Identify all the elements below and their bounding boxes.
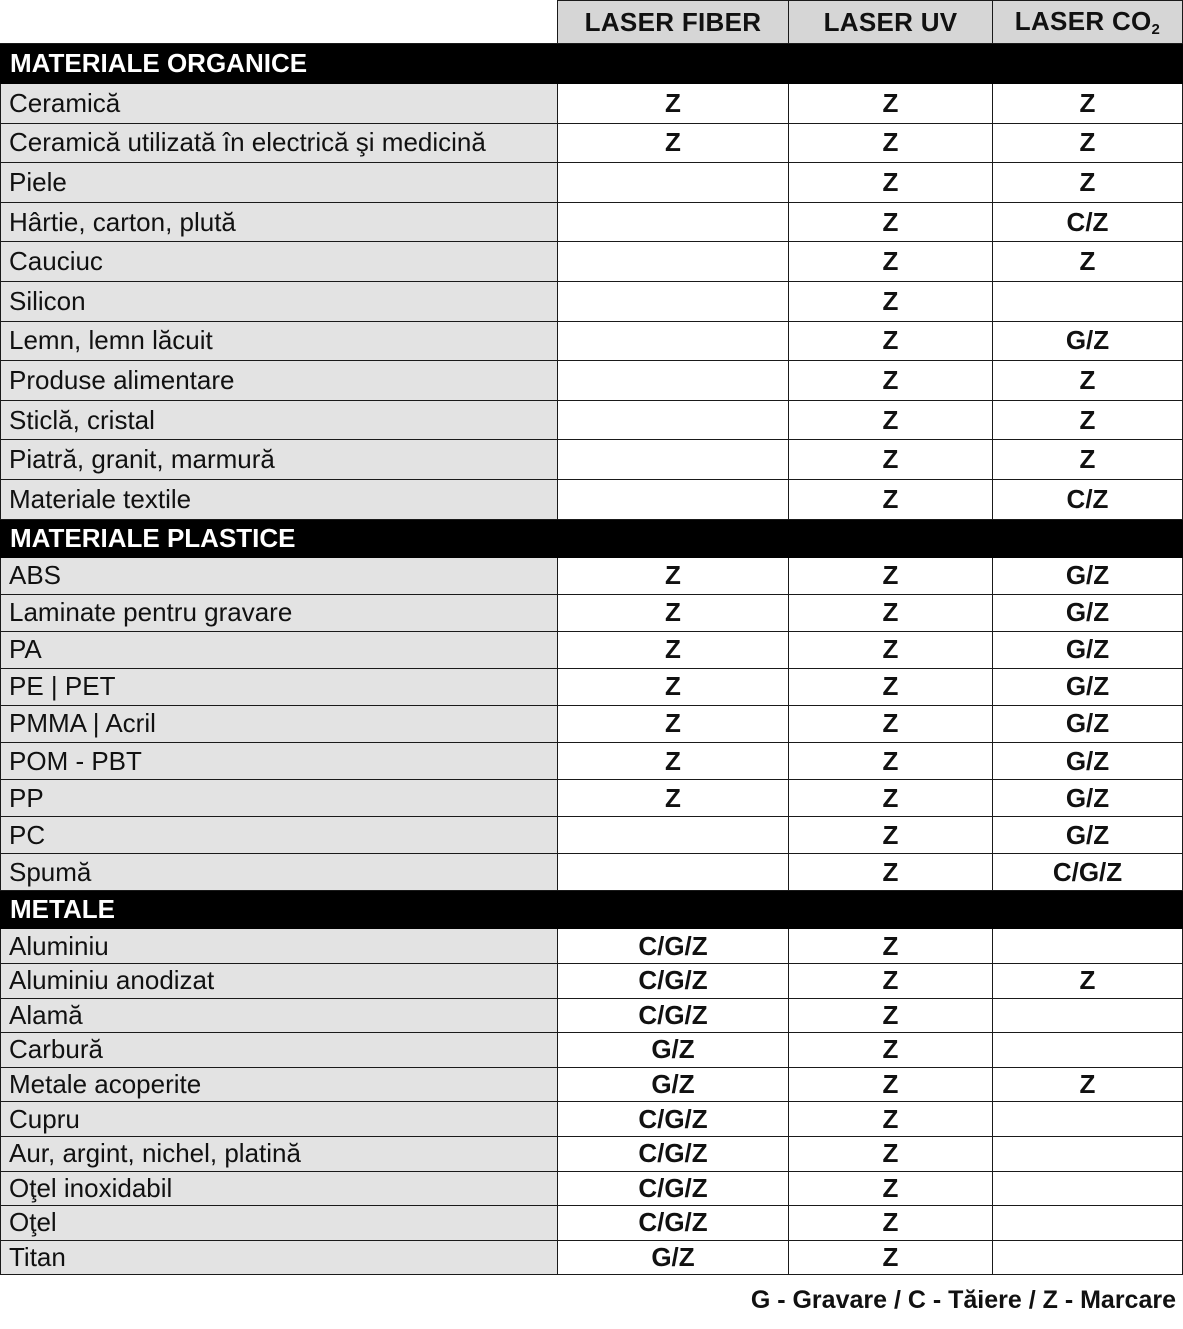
table-row <box>1 1067 1183 1102</box>
laser-fiber-cell: Z <box>558 668 789 705</box>
header-laser-co2-base: LASER CO <box>1014 6 1152 36</box>
laser-fiber-cell <box>558 321 789 361</box>
header-laser-co2 <box>993 1 1183 44</box>
material-cell: POM - PBT <box>1 743 558 780</box>
material-cell: Silicon <box>1 281 558 321</box>
table-row <box>1 998 1183 1033</box>
table-row <box>1 1240 1183 1275</box>
laser-fiber-cell: Z <box>558 705 789 742</box>
laser-co2-cell: C/G/Z <box>993 854 1183 891</box>
laser-co2-cell: G/Z <box>993 631 1183 668</box>
laser-co2-cell: G/Z <box>993 780 1183 817</box>
laser-fiber-cell <box>558 440 789 480</box>
section-title: MATERIALE ORGANICE <box>1 44 1183 84</box>
laser-uv-cell: Z <box>789 440 993 480</box>
laser-uv-cell: Z <box>789 202 993 242</box>
laser-fiber-cell: G/Z <box>558 1033 789 1068</box>
table-row <box>1 123 1183 163</box>
laser-co2-cell: Z <box>993 440 1183 480</box>
laser-uv-cell: Z <box>789 242 993 282</box>
laser-co2-cell: Z <box>993 1067 1183 1102</box>
laser-uv-cell: Z <box>789 743 993 780</box>
laser-co2-cell: Z <box>993 361 1183 401</box>
material-cell: PE | PET <box>1 668 558 705</box>
material-cell: Aur, argint, nichel, platină <box>1 1136 558 1171</box>
section-organic <box>1 44 1183 520</box>
material-cell: Piele <box>1 163 558 203</box>
laser-fiber-cell <box>558 479 789 519</box>
table-row <box>1 84 1183 124</box>
laser-fiber-cell: Z <box>558 84 789 124</box>
laser-uv-cell: Z <box>789 780 993 817</box>
laser-co2-cell: G/Z <box>993 705 1183 742</box>
laser-co2-cell <box>993 1171 1183 1206</box>
header-laser-co2-subscript: 2 <box>1151 21 1161 38</box>
table-row <box>1 1033 1183 1068</box>
table-row <box>1 929 1183 964</box>
section-header-row <box>1 891 1183 929</box>
laser-co2-cell: G/Z <box>993 557 1183 594</box>
laser-fiber-cell: Z <box>558 123 789 163</box>
laser-uv-cell: Z <box>789 668 993 705</box>
laser-uv-cell: Z <box>789 929 993 964</box>
table-row <box>1 202 1183 242</box>
table-row <box>1 743 1183 780</box>
laser-co2-cell: Z <box>993 400 1183 440</box>
laser-fiber-cell <box>558 163 789 203</box>
laser-co2-cell: G/Z <box>993 594 1183 631</box>
laser-uv-cell: Z <box>789 1171 993 1206</box>
laser-uv-cell: Z <box>789 705 993 742</box>
section-metals <box>1 891 1183 1275</box>
laser-fiber-cell: C/G/Z <box>558 1102 789 1137</box>
laser-uv-cell: Z <box>789 817 993 854</box>
laser-co2-cell: C/Z <box>993 202 1183 242</box>
laser-uv-cell: Z <box>789 84 993 124</box>
laser-fiber-cell <box>558 817 789 854</box>
material-cell: ABS <box>1 557 558 594</box>
material-cell: Ceramică utilizată în electrică şi medicină <box>1 123 558 163</box>
material-cell: Sticlă, cristal <box>1 400 558 440</box>
laser-fiber-cell: C/G/Z <box>558 1206 789 1241</box>
laser-co2-cell: Z <box>993 123 1183 163</box>
laser-co2-cell: G/Z <box>993 668 1183 705</box>
material-cell: Materiale textile <box>1 479 558 519</box>
laser-fiber-cell: Z <box>558 780 789 817</box>
material-cell: Cauciuc <box>1 242 558 282</box>
laser-uv-cell: Z <box>789 361 993 401</box>
laser-co2-cell: Z <box>993 963 1183 998</box>
laser-co2-cell: Z <box>993 163 1183 203</box>
laser-fiber-cell <box>558 242 789 282</box>
material-cell: Carbură <box>1 1033 558 1068</box>
laser-fiber-cell: G/Z <box>558 1240 789 1275</box>
header-row <box>1 1 1183 44</box>
table-row <box>1 594 1183 631</box>
laser-uv-cell: Z <box>789 557 993 594</box>
laser-uv-cell: Z <box>789 281 993 321</box>
material-cell: Cupru <box>1 1102 558 1137</box>
section-header-row <box>1 44 1183 84</box>
table-row <box>1 817 1183 854</box>
material-cell: PP <box>1 780 558 817</box>
laser-co2-cell: Z <box>993 84 1183 124</box>
laser-uv-cell: Z <box>789 1240 993 1275</box>
laser-fiber-cell <box>558 854 789 891</box>
table-row <box>1 361 1183 401</box>
laser-co2-cell: C/Z <box>993 479 1183 519</box>
laser-fiber-cell <box>558 400 789 440</box>
table-row <box>1 1171 1183 1206</box>
laser-fiber-cell: Z <box>558 743 789 780</box>
table-row <box>1 163 1183 203</box>
laser-co2-cell <box>993 1206 1183 1241</box>
laser-uv-cell: Z <box>789 1067 993 1102</box>
laser-co2-cell: G/Z <box>993 817 1183 854</box>
material-cell: Ceramică <box>1 84 558 124</box>
material-cell: Piatră, granit, marmură <box>1 440 558 480</box>
table-row <box>1 963 1183 998</box>
table-row <box>1 321 1183 361</box>
laser-uv-cell: Z <box>789 854 993 891</box>
material-cell: Oţel inoxidabil <box>1 1171 558 1206</box>
laser-uv-cell: Z <box>789 321 993 361</box>
laser-uv-cell: Z <box>789 1033 993 1068</box>
table-row <box>1 440 1183 480</box>
laser-fiber-cell: C/G/Z <box>558 1136 789 1171</box>
laser-uv-cell: Z <box>789 123 993 163</box>
material-cell: Metale acoperite <box>1 1067 558 1102</box>
table-row <box>1 557 1183 594</box>
laser-fiber-cell: C/G/Z <box>558 929 789 964</box>
material-cell: PA <box>1 631 558 668</box>
header-blank-cell <box>1 1 558 44</box>
laser-co2-cell <box>993 1102 1183 1137</box>
laser-fiber-cell: C/G/Z <box>558 963 789 998</box>
table-row <box>1 705 1183 742</box>
laser-uv-cell: Z <box>789 631 993 668</box>
table-row <box>1 281 1183 321</box>
laser-co2-cell <box>993 998 1183 1033</box>
laser-fiber-cell: C/G/Z <box>558 1171 789 1206</box>
laser-uv-cell: Z <box>789 1136 993 1171</box>
material-cell: Titan <box>1 1240 558 1275</box>
laser-co2-cell <box>993 281 1183 321</box>
material-cell: Aluminiu <box>1 929 558 964</box>
table-row <box>1 1102 1183 1137</box>
section-plastic <box>1 519 1183 891</box>
laser-uv-cell: Z <box>789 479 993 519</box>
laser-uv-cell: Z <box>789 163 993 203</box>
laser-co2-cell <box>993 929 1183 964</box>
laser-uv-cell: Z <box>789 400 993 440</box>
material-cell: Hârtie, carton, plută <box>1 202 558 242</box>
laser-uv-cell: Z <box>789 1102 993 1137</box>
laser-fiber-cell: G/Z <box>558 1067 789 1102</box>
table-row <box>1 1206 1183 1241</box>
laser-uv-cell: Z <box>789 1206 993 1241</box>
material-cell: Laminate pentru gravare <box>1 594 558 631</box>
material-cell: PMMA | Acril <box>1 705 558 742</box>
material-cell: Spumă <box>1 854 558 891</box>
table-row <box>1 780 1183 817</box>
laser-uv-cell: Z <box>789 963 993 998</box>
legend: G - Gravare / C - Tăiere / Z - Marcare <box>750 1286 1176 1314</box>
laser-fiber-cell <box>558 281 789 321</box>
table-row <box>1 479 1183 519</box>
table-row <box>1 400 1183 440</box>
section-header-row <box>1 519 1183 557</box>
laser-co2-cell <box>993 1240 1183 1275</box>
laser-fiber-cell <box>558 361 789 401</box>
material-cell: Oţel <box>1 1206 558 1241</box>
laser-co2-cell: Z <box>993 242 1183 282</box>
laser-uv-cell: Z <box>789 594 993 631</box>
laser-co2-cell: G/Z <box>993 321 1183 361</box>
laser-co2-cell: G/Z <box>993 743 1183 780</box>
material-cell: Produse alimentare <box>1 361 558 401</box>
material-cell: Lemn, lemn lăcuit <box>1 321 558 361</box>
laser-fiber-cell: Z <box>558 557 789 594</box>
table-row <box>1 631 1183 668</box>
section-title: METALE <box>1 891 1183 929</box>
table-row <box>1 1136 1183 1171</box>
laser-co2-cell <box>993 1033 1183 1068</box>
laser-fiber-cell: Z <box>558 631 789 668</box>
laser-uv-cell: Z <box>789 998 993 1033</box>
header-laser-uv: LASER UV <box>789 1 993 44</box>
header-laser-fiber: LASER FIBER <box>558 1 789 44</box>
laser-co2-cell <box>993 1136 1183 1171</box>
material-cell: PC <box>1 817 558 854</box>
table-header <box>1 1 1183 44</box>
table-row <box>1 854 1183 891</box>
table-row <box>1 242 1183 282</box>
material-cell: Alamă <box>1 998 558 1033</box>
material-cell: Aluminiu anodizat <box>1 963 558 998</box>
laser-fiber-cell: Z <box>558 594 789 631</box>
laser-fiber-cell: C/G/Z <box>558 998 789 1033</box>
table-row <box>1 668 1183 705</box>
section-title: MATERIALE PLASTICE <box>1 519 1183 557</box>
laser-fiber-cell <box>558 202 789 242</box>
